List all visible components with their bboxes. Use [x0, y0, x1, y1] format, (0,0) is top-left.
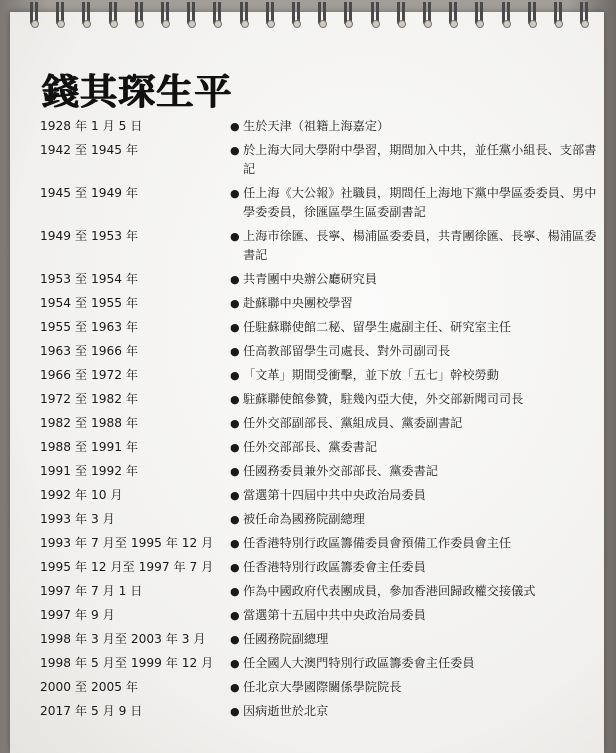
timeline-row: [40, 366, 600, 385]
bullet-icon: ●: [230, 230, 240, 243]
binding-ring: [580, 2, 588, 26]
binding-ring: [554, 2, 562, 26]
timeline-row: [40, 606, 600, 625]
timeline-row: [40, 678, 600, 697]
timeline-event: 作為中國政府代表團成員，參加香港回歸政權交接儀式: [243, 584, 536, 598]
timeline-row: [40, 390, 600, 409]
binding-ring: [528, 2, 536, 26]
timeline-row: [40, 184, 600, 222]
bullet-icon: ●: [230, 393, 240, 406]
timeline-date: 2017 年 5 月 9 日: [40, 704, 143, 718]
timeline-row: [40, 318, 600, 337]
binding-ring: [56, 2, 64, 26]
timeline-row: [40, 294, 600, 313]
timeline-event: 任駐蘇聯使館二秘、留學生處副主任、研究室主任: [243, 320, 512, 334]
bullet-icon: ●: [230, 144, 240, 157]
bullet-icon: ●: [230, 705, 240, 718]
timeline-date: 1955 至 1963 年: [40, 320, 139, 334]
timeline-event: 生於天津（祖籍上海嘉定）: [243, 119, 390, 133]
timeline-event: 共青團中央辦公廳研究員: [243, 272, 378, 286]
timeline-date: 1998 年 3 月至 2003 年 3 月: [40, 632, 206, 646]
timeline-row: [40, 141, 600, 179]
timeline-event: 駐蘇聯使館參贊，駐幾內亞大使，外交部新聞司司長: [243, 392, 524, 406]
timeline-row: [40, 630, 600, 649]
timeline-event: 任國務委員兼外交部部長、黨委書記: [243, 464, 438, 478]
timeline-event: 赴蘇聯中央團校學習: [243, 296, 353, 310]
timeline-row: [40, 117, 600, 136]
timeline-row: [40, 534, 600, 553]
binding-ring: [318, 2, 326, 26]
timeline-event: 任外交部副部長、黨組成員、黨委副書記: [243, 416, 463, 430]
page-title: 錢其琛生平: [42, 72, 233, 113]
bullet-icon: ●: [230, 369, 240, 382]
binding-ring: [266, 2, 274, 26]
binding-ring: [213, 2, 221, 26]
bullet-icon: ●: [230, 465, 240, 478]
timeline-date: 1945 至 1949 年: [40, 186, 139, 200]
timeline-row: [40, 414, 600, 433]
timeline-date: 1928 年 1 月 5 日: [40, 119, 143, 133]
timeline-row: [40, 270, 600, 289]
timeline-row: [40, 486, 600, 505]
timeline-event: 任北京大學國際關係學院院長: [243, 680, 402, 694]
bullet-icon: ●: [230, 585, 240, 598]
timeline-date: 1992 年 10 月: [40, 488, 123, 502]
bullet-icon: ●: [230, 657, 240, 670]
bullet-icon: ●: [230, 513, 240, 526]
bullet-icon: ●: [230, 561, 240, 574]
timeline-date: 1991 至 1992 年: [40, 464, 139, 478]
timeline-event: 「文革」期間受衝擊，並下放「五七」幹校勞動: [243, 368, 499, 382]
timeline-event: 任高教部留學生司處長、對外司副司長: [243, 344, 451, 358]
binding-ring: [109, 2, 117, 26]
bullet-icon: ●: [230, 681, 240, 694]
binding-ring: [292, 2, 300, 26]
spiral-binding: [0, 0, 616, 30]
binding-ring: [161, 2, 169, 26]
timeline-event: 當選第十五屆中共中央政治局委員: [243, 608, 426, 622]
binding-ring: [187, 2, 195, 26]
timeline-row: [40, 654, 600, 673]
bullet-icon: ●: [230, 187, 240, 200]
bullet-icon: ●: [230, 489, 240, 502]
timeline-event: 任國務院副總理: [243, 632, 329, 646]
timeline-date: 1982 至 1988 年: [40, 416, 139, 430]
bullet-icon: ●: [230, 120, 240, 133]
binding-ring: [240, 2, 248, 26]
timeline-date: 1966 至 1972 年: [40, 368, 139, 382]
binding-ring: [30, 2, 38, 26]
timeline-event: 被任命為國務院副總理: [243, 512, 365, 526]
timeline-event: 因病逝世於北京: [243, 704, 329, 718]
binding-ring: [397, 2, 405, 26]
timeline-date: 1953 至 1954 年: [40, 272, 139, 286]
timeline-date: 1998 年 5 月至 1999 年 12 月: [40, 656, 214, 670]
binding-ring: [344, 2, 352, 26]
timeline-row: [40, 462, 600, 481]
timeline-event: 任香港特別行政區籌委會主任委員: [243, 560, 426, 574]
bullet-icon: ●: [230, 441, 240, 454]
timeline-row: [40, 558, 600, 577]
binding-ring: [135, 2, 143, 26]
binding-ring: [475, 2, 483, 26]
timeline-row: [40, 438, 600, 457]
timeline-date: 2000 至 2005 年: [40, 680, 139, 694]
timeline-event: 任全國人大澳門特別行政區籌委會主任委員: [243, 656, 475, 670]
bullet-icon: ●: [230, 321, 240, 334]
timeline-date: 1942 至 1945 年: [40, 143, 139, 157]
timeline-event: 上海市徐匯、長寧、楊浦區委委員，共青團徐匯、長寧、楊浦區委書記: [243, 229, 597, 262]
binding-ring: [449, 2, 457, 26]
timeline-event: 任上海《大公報》社職員，期間任上海地下黨中學區委委員、男中學委委員，徐匯區學生區委副書記: [243, 186, 597, 219]
timeline-date: 1963 至 1966 年: [40, 344, 139, 358]
timeline-date: 1995 年 12 月至 1997 年 7 月: [40, 560, 214, 574]
bullet-icon: ●: [230, 297, 240, 310]
binding-ring: [502, 2, 510, 26]
timeline-date: 1949 至 1953 年: [40, 229, 139, 243]
notebook-page: [10, 12, 604, 753]
bullet-icon: ●: [230, 345, 240, 358]
timeline-date: 1972 至 1982 年: [40, 392, 139, 406]
timeline-row: [40, 342, 600, 361]
bullet-icon: ●: [230, 537, 240, 550]
timeline-list: [40, 117, 600, 726]
bullet-icon: ●: [230, 633, 240, 646]
binding-ring: [82, 2, 90, 26]
bullet-icon: ●: [230, 417, 240, 430]
timeline-event: 當選第十四屆中共中央政治局委員: [243, 488, 426, 502]
timeline-event: 於上海大同大學附中學習，期間加入中共，並任黨小組長、支部書記: [243, 143, 597, 176]
timeline-date: 1997 年 7 月 1 日: [40, 584, 143, 598]
timeline-row: [40, 702, 600, 721]
timeline-date: 1997 年 9 月: [40, 608, 115, 622]
binding-ring: [371, 2, 379, 26]
timeline-row: [40, 582, 600, 601]
timeline-event: 任香港特別行政區籌備委員會預備工作委員會主任: [243, 536, 512, 550]
binding-ring: [423, 2, 431, 26]
timeline-date: 1993 年 7 月至 1995 年 12 月: [40, 536, 214, 550]
bullet-icon: ●: [230, 609, 240, 622]
timeline-row: [40, 510, 600, 529]
timeline-date: 1993 年 3 月: [40, 512, 115, 526]
timeline-date: 1988 至 1991 年: [40, 440, 139, 454]
timeline-row: [40, 227, 600, 265]
bullet-icon: ●: [230, 273, 240, 286]
timeline-date: 1954 至 1955 年: [40, 296, 139, 310]
timeline-event: 任外交部部長、黨委書記: [243, 440, 378, 454]
